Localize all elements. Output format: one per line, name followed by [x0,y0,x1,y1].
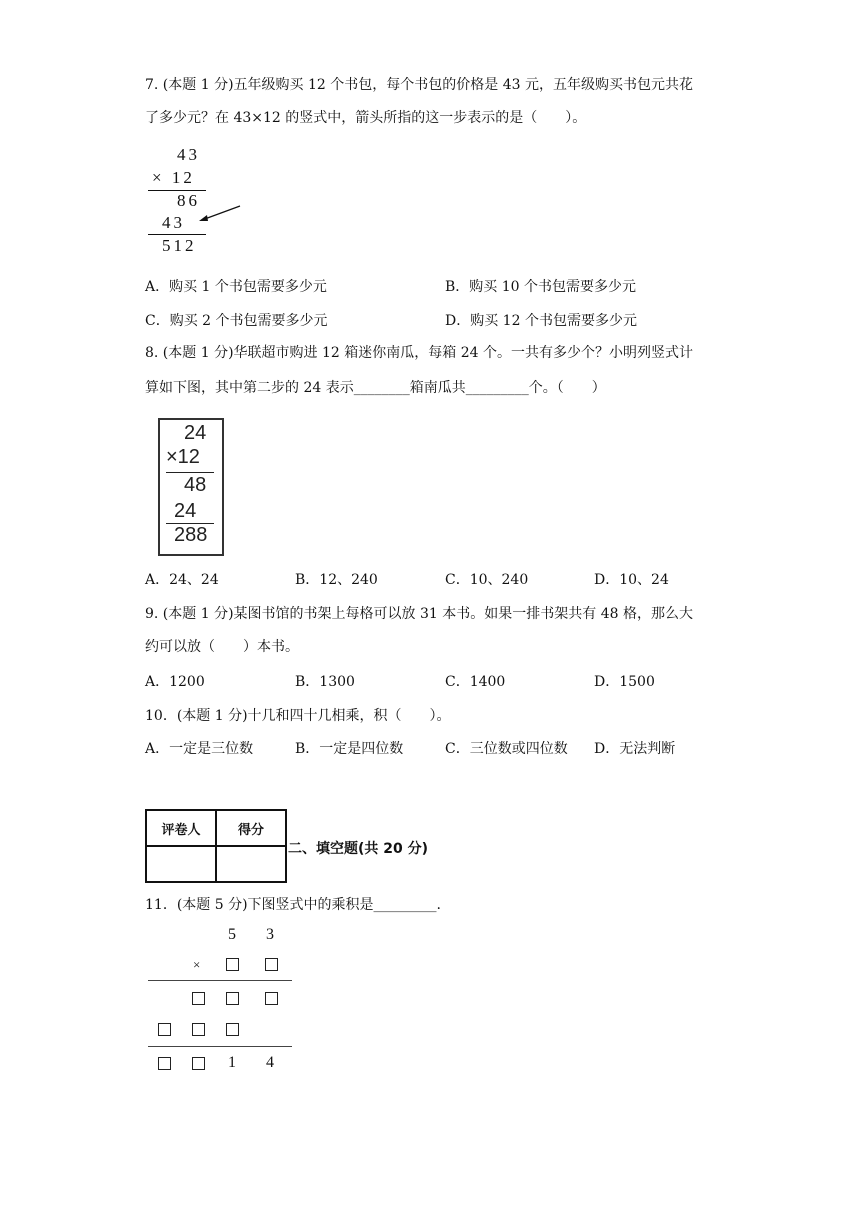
q8-option-c[interactable]: C．10、240 [445,572,529,588]
q11-blank-box [226,958,239,971]
q11-digit-1: 1 [228,1054,236,1071]
q9-stem-line1: 9. (本题 1 分)某图书馆的书架上每格可以放 31 本书。如果一排书架共有 48 格，那么大 [145,606,693,622]
q8-fig-partial-2: 24 [174,500,197,522]
q11-rule-2 [148,1046,292,1047]
q7-fig-multiplier: × 12 [152,168,195,187]
q11-blank-box [192,1057,205,1070]
q8-fig-multiplicand: 24 [184,422,207,444]
q11-times-sign: × [193,957,201,972]
q8-option-a[interactable]: A．24、24 [145,572,219,588]
q7-stem-line2: 了多少元？在 43×12 的竖式中，箭头所指的这一步表示的是（ ）。 [145,110,587,126]
q8-fig-result: 288 [174,524,208,546]
q7-option-b[interactable]: B．购买 10 个书包需要多少元 [445,279,637,295]
q11-digit-3: 3 [266,926,274,943]
q9-option-b[interactable]: B．1300 [295,674,355,690]
q11-blank-box [265,958,278,971]
reviewer-cell[interactable] [146,846,216,882]
q11-digit-4: 4 [266,1054,274,1071]
q7-arrow-icon [196,204,242,226]
q9-option-c[interactable]: C．1400 [445,674,506,690]
q11-blank-box [192,1023,205,1036]
q7-option-a[interactable]: A．购买 1 个书包需要多少元 [145,279,327,295]
q10-option-c[interactable]: C．三位数或四位数 [445,741,568,757]
q10-option-b[interactable]: B．一定是四位数 [295,741,404,757]
section-2-title: 二、填空题(共 20 分) [288,841,429,857]
q8-fig-rule-1 [166,472,214,473]
reviewer-header: 评卷人 [146,810,216,846]
q8-option-b[interactable]: B．12、240 [295,572,378,588]
q10-option-a[interactable]: A．一定是三位数 [145,741,254,757]
q7-fig-multiplicand: 43 [177,145,200,164]
q8-vertical-multiplication [158,418,224,556]
q9-option-a[interactable]: A．1200 [145,674,205,690]
q8-fig-multiplier: ×12 [166,446,200,468]
score-header: 得分 [216,810,286,846]
q11-blank-box [158,1023,171,1036]
q8-option-d[interactable]: D．10、24 [594,572,669,588]
q11-blank-box [226,1023,239,1036]
q7-option-d[interactable]: D．购买 12 个书包需要多少元 [445,313,637,329]
q7-fig-partial-2: 43 [162,213,185,232]
q8-stem-line2: 算如下图，其中第二步的 24 表示________箱南瓜共_________个。（ ） [145,380,606,396]
q7-fig-partial-1: 86 [177,191,200,210]
q7-stem-line1: 7. (本题 1 分)五年级购买 12 个书包，每个书包的价格是 43 元，五年级购买书包元共花 [145,77,693,93]
q11-digit-5: 5 [228,926,236,943]
q9-option-d[interactable]: D．1500 [594,674,655,690]
q11-blank-box [226,992,239,1005]
q11-stem: 11．(本题 5 分)下图竖式中的乘积是_________. [145,897,441,913]
q10-option-d[interactable]: D．无法判断 [594,741,676,757]
score-cell[interactable] [216,846,286,882]
q11-rule-1 [148,980,292,981]
q9-stem-line2: 约可以放（ ）本书。 [145,639,299,655]
q8-fig-partial-1: 48 [184,474,207,496]
q7-fig-result: 512 [162,236,197,255]
q11-blank-box [192,992,205,1005]
q7-option-c[interactable]: C．购买 2 个书包需要多少元 [145,313,328,329]
q8-stem-line1: 8. (本题 1 分)华联超市购进 12 箱迷你南瓜，每箱 24 个。一共有多少个？小明列竖式计 [145,345,693,361]
q11-blank-box [158,1057,171,1070]
q10-stem: 10．(本题 1 分)十几和四十几相乘，积（ ）。 [145,708,451,724]
q11-blank-box [265,992,278,1005]
q7-fig-rule-2 [148,234,206,235]
score-table [145,809,287,883]
